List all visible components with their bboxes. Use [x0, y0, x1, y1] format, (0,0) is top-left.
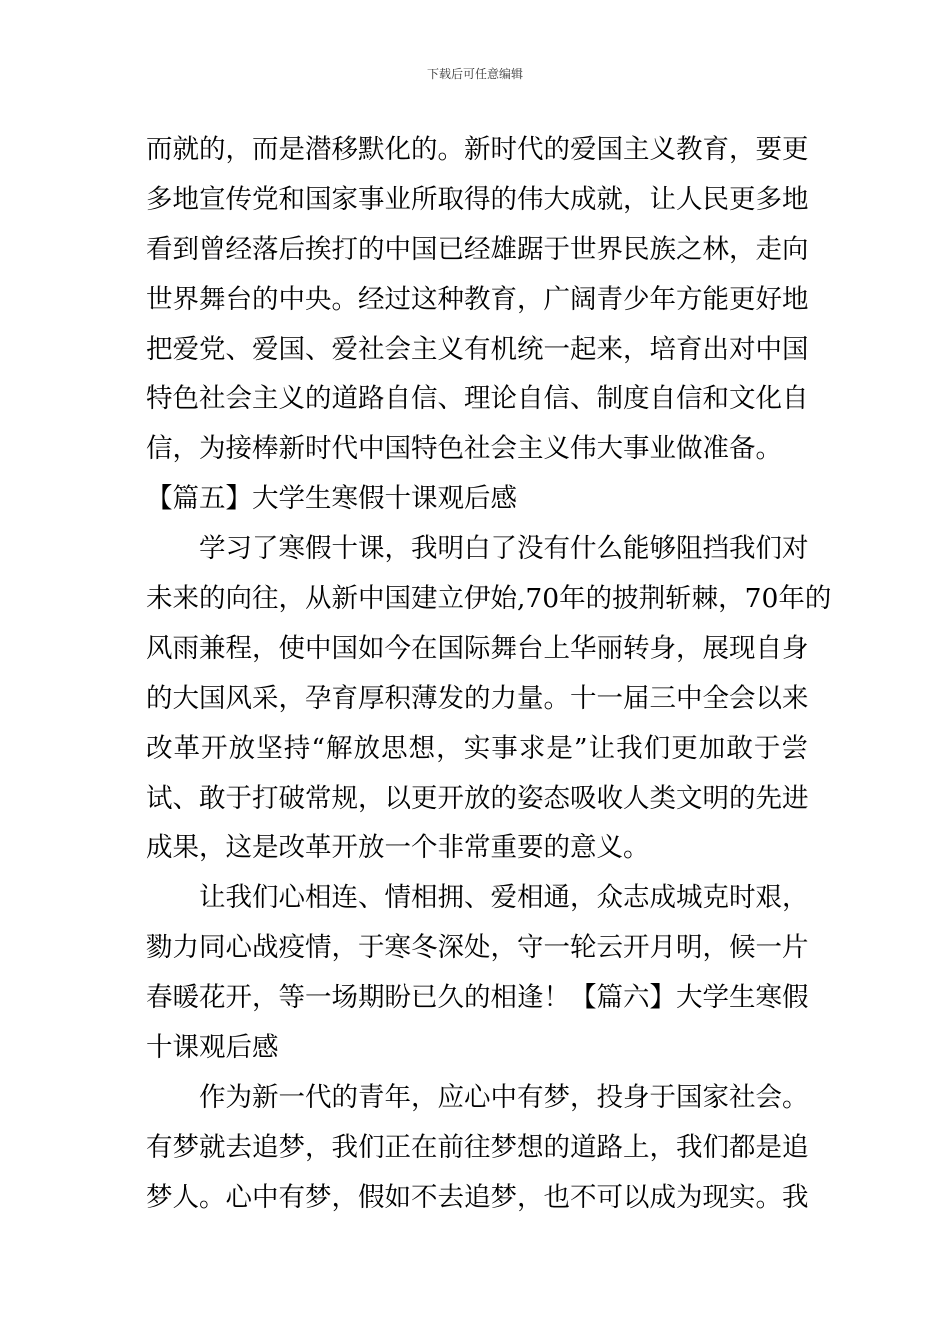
text-line: 勠力同心战疫情，于寒冬深处，守一轮云开月明，候一片: [146, 932, 809, 964]
text-line: 作为新一代的青年，应心中有梦，投身于国家社会。: [199, 1081, 809, 1113]
document-body: [146, 125, 832, 1223]
text-line: 改革开放坚持“解放思想，实事求是”让我们更加敢于尝: [146, 732, 808, 764]
text-line: 的大国风采，孕育厚积薄发的力量。十一届三中全会以来: [146, 682, 809, 714]
text-line: 未来的向往，从新中国建立伊始,70年的披荆斩棘，70年的: [146, 583, 832, 615]
text-line: 看到曾经落后挨打的中国已经雄踞于世界民族之林，走向: [146, 233, 809, 265]
text-line: 特色社会主义的道路自信、理论自信、制度自信和文化自: [146, 383, 809, 415]
text-line: 梦人。心中有梦，假如不去追梦，也不可以成为现实。我: [146, 1181, 809, 1213]
text-line: 试、敢于打破常规，以更开放的姿态吸收人类文明的先进: [146, 782, 809, 814]
text-line: 信，为接棒新时代中国特色社会主义伟大事业做准备。: [146, 433, 782, 465]
text-line: 多地宣传党和国家事业所取得的伟大成就，让人民更多地: [146, 183, 809, 215]
text-line: 让我们心相连、情相拥、爱相通，众志成城克时艰，: [199, 882, 809, 914]
text-line: 而就的，而是潜移默化的。新时代的爱国主义教育，要更: [146, 134, 809, 165]
text-line: 世界舞台的中央。经过这种教育，广阔青少年方能更好地: [146, 283, 809, 315]
text-line: 十课观后感: [146, 1032, 279, 1064]
section-heading: 【篇五】大学生寒假十课观后感: [146, 483, 517, 515]
text-line: 有梦就去追梦，我们正在前往梦想的道路上，我们都是追: [146, 1131, 809, 1163]
text-line: 风雨兼程，使中国如今在国际舞台上华丽转身，展现自身: [146, 632, 809, 664]
text-line: 学习了寒假十课，我明白了没有什么能够阻挡我们对: [199, 533, 809, 565]
text-line: 把爱党、爱国、爱社会主义有机统一起来，培育出对中国: [146, 333, 809, 365]
page-header: 下载后可任意编辑: [426, 67, 523, 81]
text-line: 春暖花开，等一场期盼已久的相逢！【篇六】大学生寒假: [146, 982, 809, 1014]
text-line: 成果，这是改革开放一个非常重要的意义。: [146, 832, 650, 864]
